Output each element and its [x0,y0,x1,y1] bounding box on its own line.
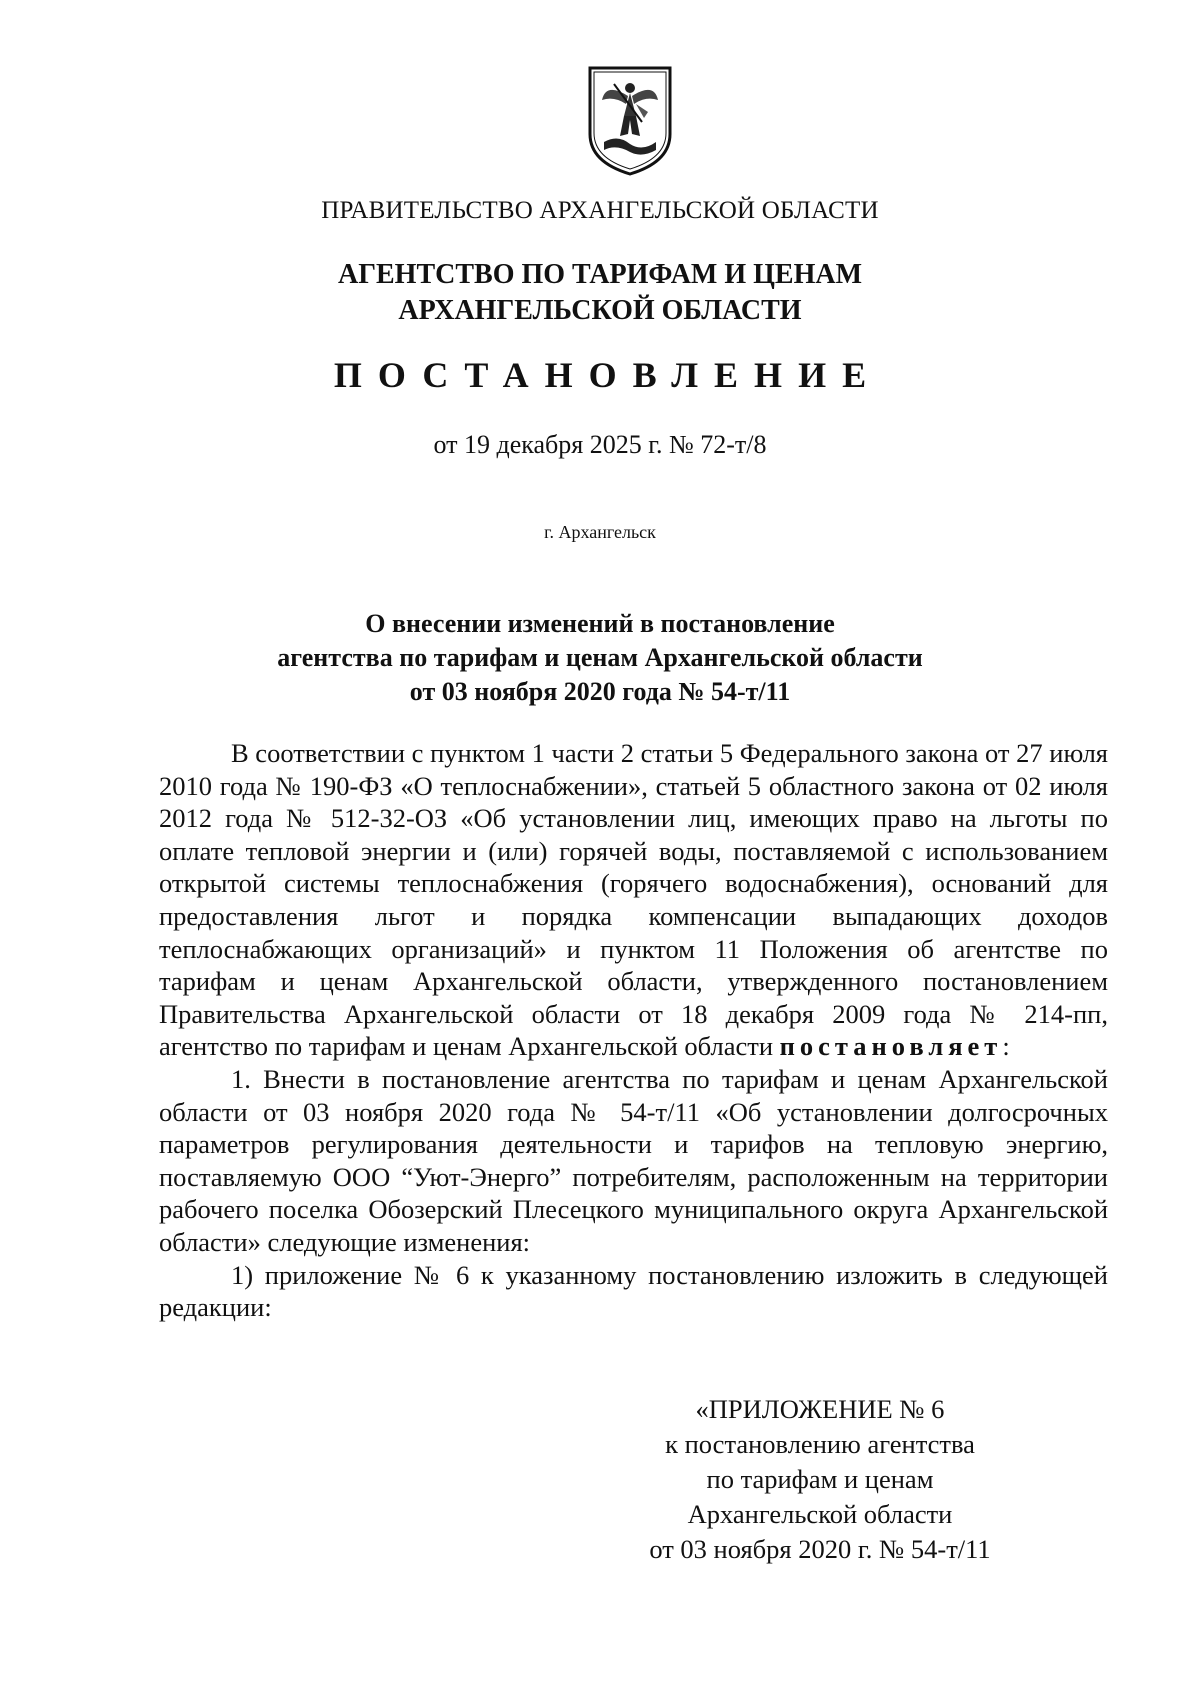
resolves-word: постановляет [779,1031,1003,1062]
document-type-title: ПОСТАНОВЛЕНИЕ [333,355,883,395]
government-name: ПРАВИТЕЛЬСТВО АРХАНГЕЛЬСКОЙ ОБЛАСТИ [321,197,879,224]
subitem-1-paragraph: 1) приложение № 6 к указанному постановлению изложить в следующей редакции: [159,1259,1108,1323]
preamble-text: В соответствии с пунктом 1 части 2 статьи 5 Федерального закона от 27 июля 2010 года № 190-ФЗ «О теплоснабжении», статьей 5 областного закона от 02 июля 2012 года № 512-32-ОЗ «Об установлении лиц, имеющих право на льготы по оплате тепловой энергии и (или) горячей воды, поставляемой с использованием открытой системы теплоснабжения (горячего водоснабжения), оснований для предоставления льгот и порядка компенсации выпадающих доходов теплоснабжающих организаций» и пунктом 11 Положения об агентстве по тарифам и ценам Архангельской области, утвержденного постановлением Правительства Архангельской области от 18 декабря 2009 года № 214-пп, агентство по тарифам и ценам Архангельской области [159,738,1108,1062]
document-city: г. Архангельск [544,522,656,542]
subject-line-2: агентства по тарифам и ценам Архангельской области [277,643,923,672]
appendix-line-3: по тарифам и ценам [706,1464,934,1494]
item-1-paragraph: 1. Внести в постановление агентства по тарифам и ценам Архангельской области от 03 ноября 2020 года № 54-т/11 «Об установлении долгосрочных параметров регулирования деятельности и тарифов на тепловую энергию, поставляемую ООО “Уют-Энерго” потребителям, расположенным на территории рабочего поселка Обозерский Плесецкого муниципального округа Архангельской области» следующие изменения: [159,1063,1108,1257]
appendix-heading [620,1392,1020,1567]
subject-line-1: О внесении изменений в постановление [365,609,835,638]
document-subject [0,607,1200,709]
agency-name-line-1: АГЕНТСТВО ПО ТАРИФАМ И ЦЕНАМ [337,259,863,290]
agency-name [0,257,1200,329]
appendix-line-1: «ПРИЛОЖЕНИЕ № 6 [695,1394,945,1424]
agency-name-line-2: АРХАНГЕЛЬСКОЙ ОБЛАСТИ [398,295,802,326]
document-body [159,737,1108,1324]
subject-line-3: от 03 ноября 2020 года № 54-т/11 [409,677,791,706]
resolves-punct: : [1002,1031,1010,1062]
appendix-line-4: Архангельской области [687,1499,953,1529]
appendix-line-2: к постановлению агентства [665,1429,975,1459]
coat-of-arms-icon [584,64,676,176]
document-date-number: от 19 декабря 2025 г. № 72-т/8 [433,430,767,459]
preamble-paragraph [159,737,1108,1063]
appendix-line-5: от 03 ноября 2020 г. № 54-т/11 [649,1534,991,1564]
